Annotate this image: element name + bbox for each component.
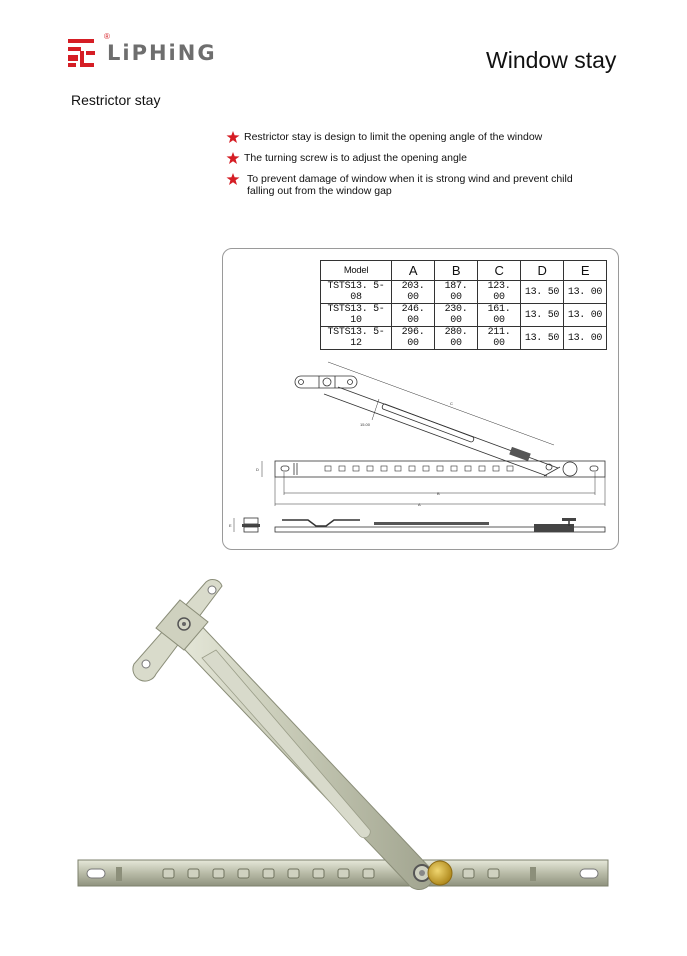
technical-drawing: [222, 360, 619, 550]
table-cell: 211. 00: [478, 327, 521, 350]
brand-logo: [66, 32, 217, 70]
column-header: B: [435, 261, 478, 281]
table-cell: 187. 00: [435, 281, 478, 304]
page-title: Window stay: [486, 47, 617, 73]
feature-item: [226, 131, 586, 143]
dimension-lines: [256, 461, 605, 507]
table-cell: TSTS13. 5-08: [321, 281, 392, 304]
table-cell: 13. 00: [564, 304, 607, 327]
feature-list: [226, 131, 586, 206]
table-cell: 13. 50: [521, 304, 564, 327]
dimension-label-b: B: [437, 491, 440, 496]
table-cell: 203. 00: [392, 281, 435, 304]
feature-text: Restrictor stay is design to limit the opening angle of the window: [244, 131, 543, 143]
dimension-label-c: C: [450, 401, 453, 406]
table-cell: 296. 00: [392, 327, 435, 350]
table-row: [321, 327, 607, 350]
table-cell: 161. 00: [478, 304, 521, 327]
diagonal-arm: [324, 387, 560, 476]
liphing-logo-mark-icon: [66, 38, 98, 68]
table-row: [321, 281, 607, 304]
dimension-label-a: A: [418, 502, 421, 507]
brass-adjusting-screw: [428, 861, 452, 885]
feature-text: The turning screw is to adjust the opening angle: [244, 152, 467, 164]
section-subtitle: Restrictor stay: [71, 92, 161, 108]
table-cell: TSTS13. 5-10: [321, 304, 392, 327]
dimension-label-e: E: [229, 523, 232, 528]
table-cell: 13. 00: [564, 327, 607, 350]
column-header: A: [392, 261, 435, 281]
registered-mark: ®: [104, 32, 110, 41]
table-cell: 13. 50: [521, 281, 564, 304]
table-cell: 280. 00: [435, 327, 478, 350]
table-cell: TSTS13. 5-12: [321, 327, 392, 350]
feature-text: To prevent damage of window when it is strong wind and prevent child falling out from the window gap: [247, 173, 573, 197]
column-header: Model: [321, 261, 392, 281]
column-header: C: [478, 261, 521, 281]
bracket-plate: [295, 376, 357, 388]
dimension-label-arm-width: 15.00: [360, 422, 371, 427]
table-cell: 13. 50: [521, 327, 564, 350]
product-photo: [60, 560, 620, 900]
dimension-label-d: D: [256, 467, 259, 472]
photo-arm: [168, 618, 433, 890]
brand-name: LiPHiNG: [107, 41, 217, 65]
feature-item: [226, 152, 586, 164]
table-cell: 13. 00: [564, 281, 607, 304]
dimension-c: [328, 362, 554, 445]
column-header: E: [564, 261, 607, 281]
base-rail: [275, 461, 605, 477]
feature-item: [226, 173, 586, 197]
red-star-icon: [226, 152, 240, 164]
column-header: D: [521, 261, 564, 281]
photo-base-rail: [78, 860, 608, 886]
table-cell: 230. 00: [435, 304, 478, 327]
table-cell: 246. 00: [392, 304, 435, 327]
red-star-icon: [226, 131, 240, 143]
table-row: [321, 304, 607, 327]
side-view: [229, 518, 605, 532]
table-header-row: [321, 261, 607, 281]
spec-table: [320, 260, 607, 350]
red-star-icon: [226, 173, 240, 185]
table-cell: 123. 00: [478, 281, 521, 304]
